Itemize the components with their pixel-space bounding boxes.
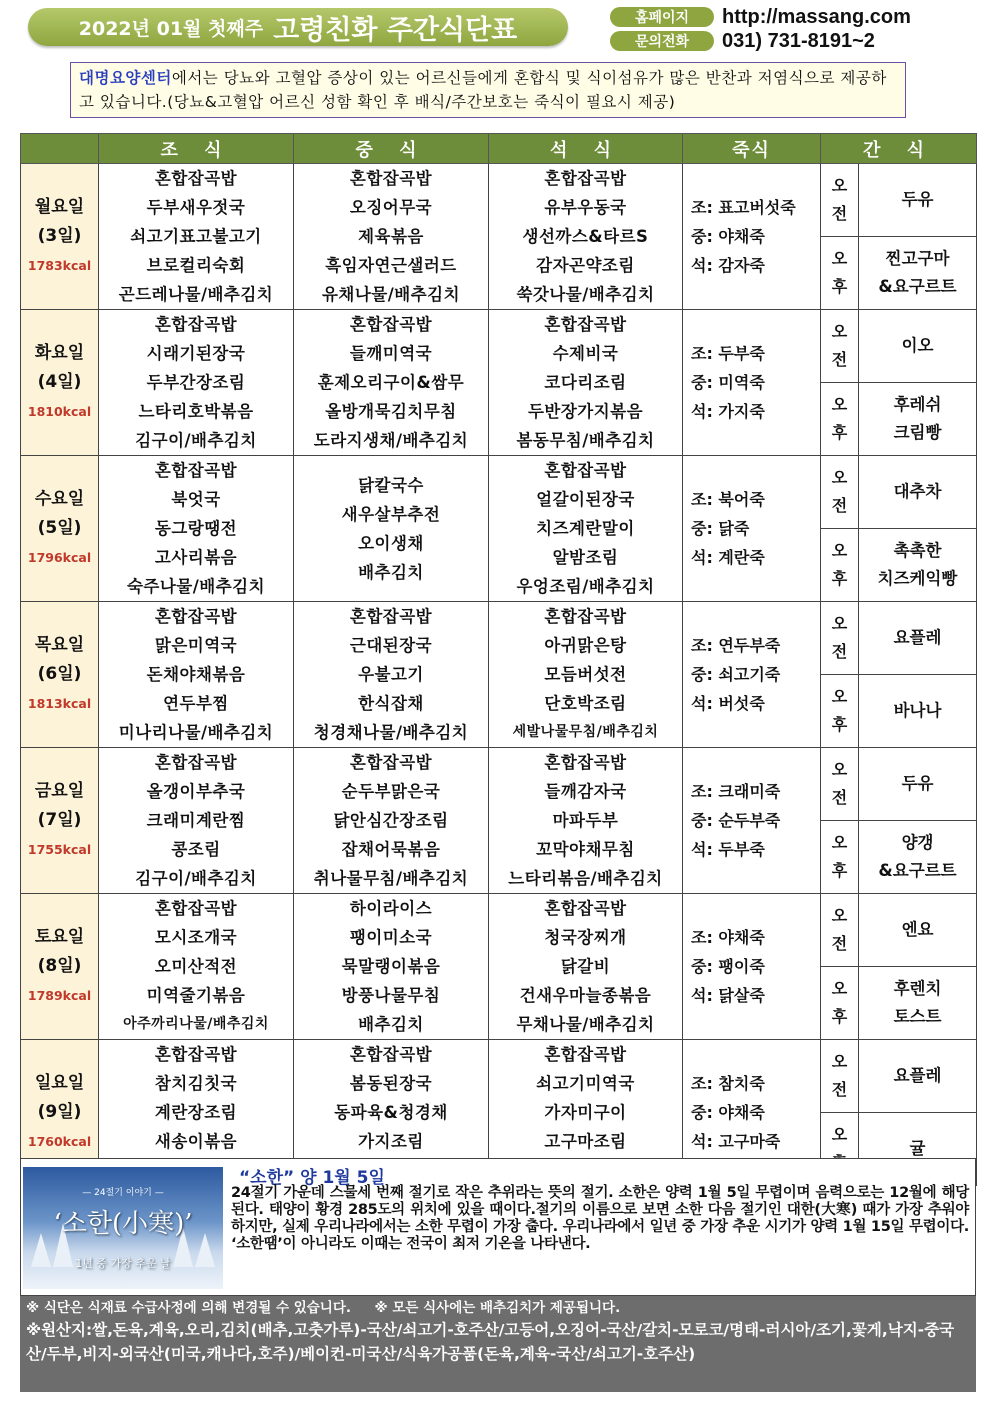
- day-cell: [21, 602, 99, 748]
- lunch-cell: [294, 748, 489, 894]
- menu-item: 제육볶음: [358, 227, 424, 246]
- homepage-label: 홈페이지: [610, 7, 714, 27]
- porridge-item: 석: 버섯죽: [691, 694, 765, 713]
- menu-item: 배추김치: [358, 562, 424, 582]
- porridge-item: 조: 표고버섯죽: [691, 198, 796, 217]
- menu-item: 올갱이부추국: [146, 782, 246, 801]
- season-title: “소한” 양 1월 5일: [239, 1168, 385, 1188]
- soham-season-image: [23, 1167, 223, 1289]
- porridge-cell: [683, 310, 821, 456]
- menu-item: 혼합잡곡밥: [349, 607, 433, 626]
- menu-item: 두반장가지볶음: [527, 402, 644, 421]
- lunch-cell: [294, 602, 489, 748]
- menu-item: 두부간장조림: [146, 373, 246, 392]
- dinner-cell: [489, 164, 683, 310]
- day-row: [21, 1040, 977, 1113]
- menu-item: 혼합잡곡밥: [154, 1045, 238, 1064]
- menu-item: 감자곤약조림: [536, 256, 635, 275]
- porridge-item: 중: 미역죽: [691, 373, 765, 392]
- menu-item: 김구이/배추김치: [135, 869, 257, 888]
- porridge-item: 조: 크래미죽: [691, 782, 781, 801]
- pm-char-1: 오: [831, 833, 848, 852]
- breakfast-cell: [99, 602, 294, 748]
- day-kcal: 1783kcal: [27, 258, 92, 273]
- menu-item: 봄동무침/배추김치: [516, 431, 655, 450]
- menu-item: 들깨미역국: [349, 344, 433, 363]
- menu-item: 혼합잡곡밥: [544, 315, 627, 334]
- phone-row: [610, 30, 980, 52]
- porridge-item: 중: 야채죽: [691, 1103, 765, 1122]
- header-breakfast: 조 식: [99, 134, 294, 164]
- am-char-2: 전: [831, 788, 848, 807]
- am-snack: 엔요: [859, 894, 977, 967]
- menu-item: 훈제오리구이&쌈무: [317, 373, 465, 392]
- porridge-cell: [683, 602, 821, 748]
- header-porridge: 죽식: [683, 134, 821, 164]
- day-cell: [21, 748, 99, 894]
- season-image-title: ‘소한(小寒)’: [53, 1209, 193, 1239]
- footer-note: ※ 식단은 식재료 수급사정에 의해 변경될 수 있습니다. ※ 모든 식사에는 배추김치가 제공됩니다.: [26, 1300, 621, 1316]
- season-info-box: [20, 1158, 976, 1296]
- menu-item: 혼합잡곡밥: [154, 607, 238, 626]
- page-title: 고령친화 주간식단표: [273, 14, 518, 46]
- lunch-cell: [294, 164, 489, 310]
- day-kcal: 1755kcal: [27, 842, 92, 857]
- pm-snack: 후렌치 토스트: [859, 967, 977, 1040]
- day-cell: [21, 894, 99, 1040]
- porridge-cell: [683, 748, 821, 894]
- menu-item: 곤드레나물/배추김치: [118, 285, 274, 304]
- day-name: 금요일: [34, 781, 85, 801]
- dinner-cell: [489, 894, 683, 1040]
- title-banner: [28, 8, 568, 46]
- menu-item: 혼합잡곡밥: [544, 753, 627, 772]
- porridge-item: 조: 참치죽: [691, 1074, 765, 1093]
- day-cell: [21, 164, 99, 310]
- pm-char-2: 후: [831, 1007, 848, 1026]
- menu-item: 맑은미역국: [154, 636, 238, 655]
- porridge-item: 중: 야채죽: [691, 227, 765, 246]
- pm-char-1: 오: [831, 395, 848, 414]
- am-char-2: 전: [831, 496, 848, 515]
- pm-char-1: 오: [831, 1125, 848, 1144]
- menu-item: 혼합잡곡밥: [154, 169, 238, 188]
- menu-item: 느타리호박볶음: [138, 402, 254, 421]
- menu-item: 시래기된장국: [146, 344, 246, 363]
- menu-item: 혼합잡곡밥: [544, 461, 627, 480]
- day-date: (4일): [37, 372, 82, 392]
- porridge-item: 중: 닭죽: [691, 519, 750, 538]
- am-label: [821, 748, 859, 821]
- menu-item: 무채나물/배추김치: [516, 1015, 655, 1034]
- menu-item: 고사리볶음: [154, 548, 238, 567]
- day-row: [21, 164, 977, 237]
- pm-snack: 촉촉한 치즈케익빵: [859, 529, 977, 602]
- day-kcal: 1796kcal: [27, 550, 92, 565]
- lunch-cell: [294, 310, 489, 456]
- menu-item: 오이생채: [358, 533, 424, 553]
- am-label: [821, 310, 859, 383]
- porridge-item: 석: 두부죽: [691, 840, 765, 859]
- season-image-caption: — 24절기 이야기 —: [82, 1188, 164, 1198]
- menu-item: 쇠고기미역국: [536, 1074, 635, 1093]
- pm-snack: 바나나: [859, 675, 977, 748]
- header-lunch: 중 식: [294, 134, 489, 164]
- am-snack: 요플레: [859, 602, 977, 675]
- menu-item: 닭칼국수: [358, 475, 424, 495]
- pm-char-1: 오: [831, 979, 848, 998]
- notice-text: 에서는 당뇨와 고혈압 증상이 있는 어르신들에게 혼합식 및 식이섬유가 많은 반찬과 저염식으로 제공하고 있습니다.(당뇨&고혈압 어르신 성함 확인 후 배식/주간보호는 죽식이 필요시 제공): [79, 69, 887, 111]
- menu-item: 들깨감자국: [544, 782, 627, 801]
- menu-item: 연두부찜: [163, 694, 229, 713]
- menu-item: 혼합잡곡밥: [154, 753, 238, 772]
- menu-item: 얼갈이된장국: [536, 490, 635, 509]
- pm-snack: 후레쉬 크림빵: [859, 383, 977, 456]
- menu-item: 참치김칫국: [154, 1074, 238, 1093]
- menu-item: 혼합잡곡밥: [154, 461, 238, 480]
- menu-item: 마파두부: [552, 811, 619, 830]
- homepage-link[interactable]: http://massang.com: [722, 5, 911, 28]
- menu-item: 단호박조림: [544, 694, 627, 713]
- menu-item: 아귀맑은탕: [544, 636, 627, 655]
- breakfast-cell: [99, 164, 294, 310]
- am-char-1: 오: [831, 1052, 848, 1071]
- porridge-item: 조: 야채죽: [691, 928, 765, 947]
- origin-info: ※원산지:쌀,돈육,계육,오리,김치(배추,고춧가루)-국산/쇠고기-호주산/고등어,오징어-국산/갈치-모로코/명태-러시아/조기,꽃게,낙지-중국산/두부,비지-외국산(미국,캐나다,호주)/베이컨-미국산/식육가공품(돈육,계육-국산/쇠고기-호주산): [26, 1321, 955, 1363]
- am-label: [821, 1040, 859, 1113]
- porridge-cell: [683, 894, 821, 1040]
- menu-item: 크래미계란찜: [146, 811, 246, 830]
- menu-item: 혼합잡곡밥: [544, 899, 627, 918]
- day-name: 화요일: [34, 343, 85, 363]
- day-name: 월요일: [34, 197, 85, 217]
- am-char-1: 오: [831, 322, 848, 341]
- menu-item: 혼합잡곡밥: [349, 753, 433, 772]
- menu-item: 청경채나물/배추김치: [313, 723, 469, 742]
- porridge-item: 조: 북어죽: [691, 490, 765, 509]
- menu-item: 오미산적전: [154, 957, 238, 976]
- porridge-cell: [683, 456, 821, 602]
- menu-item: 배추김치: [358, 1015, 424, 1034]
- notice-box: [70, 62, 906, 118]
- header-dinner: 석 식: [489, 134, 683, 164]
- menu-item: 혼합잡곡밥: [349, 315, 433, 334]
- menu-item: 고구마조림: [544, 1132, 627, 1151]
- pm-snack: 귤: [859, 1113, 977, 1186]
- am-char-2: 전: [831, 1080, 848, 1099]
- dinner-cell: [489, 748, 683, 894]
- breakfast-cell: [99, 894, 294, 1040]
- porridge-item: 중: 팽이죽: [691, 957, 765, 976]
- porridge-item: 석: 감자죽: [691, 256, 765, 275]
- menu-item: 팽이미소국: [349, 928, 433, 947]
- pm-label: [821, 821, 859, 894]
- season-description: 24절기 가운데 스물세 번째 절기로 작은 추위라는 뜻의 절기. 소한은 양력 1월 5일 무렵이며 음력으로는 12월에 해당된다. 태양이 황경 285도의 위치에 있을 때이다.절기의 이름으로 보면 소한 다음 절기인 대한(大寒) 때가 가장 추워야 하지만, 실제 우리나라에서는 소한 무렵이 가장 춥다. 우리나라에서 일년 중 가장 추운 시기가 양력 1월 15일 무렵이다. ‘소한땜’이 아니라도 이때는 전국이 최저 기온을 나타낸다.: [231, 1185, 969, 1252]
- day-date: (3일): [37, 226, 82, 246]
- am-snack: 두유: [859, 748, 977, 821]
- pm-char-2: 후: [831, 277, 848, 296]
- day-name: 일요일: [34, 1073, 85, 1093]
- porridge-item: 중: 순두부죽: [691, 811, 781, 830]
- pm-char-2: 후: [831, 569, 848, 588]
- menu-item: 취나물무침/배추김치: [313, 869, 469, 888]
- weekly-menu-table: [20, 133, 977, 1186]
- menu-item: 가자미구이: [544, 1103, 627, 1122]
- menu-item: 혼합잡곡밥: [544, 169, 627, 188]
- menu-item: 모듬버섯전: [544, 665, 627, 684]
- am-snack: 이오: [859, 310, 977, 383]
- menu-item: 닭안심간장조림: [333, 811, 449, 830]
- menu-item: 생선까스&타르S: [522, 227, 649, 246]
- am-char-1: 오: [831, 176, 848, 195]
- menu-item: 근대된장국: [349, 636, 433, 655]
- menu-item: 김구이/배추김치: [135, 431, 257, 450]
- menu-item: 동그랑땡전: [154, 519, 238, 538]
- menu-item: 묵말랭이볶음: [341, 957, 441, 976]
- lunch-cell: [294, 894, 489, 1040]
- menu-item: 청국장찌개: [544, 928, 627, 947]
- am-snack: 대추차: [859, 456, 977, 529]
- menu-item: 코다리조림: [544, 373, 627, 392]
- menu-item: 아주까리나물/배추김치: [123, 1016, 269, 1032]
- menu-item: 도라지생채/배추김치: [313, 431, 469, 450]
- day-row: [21, 748, 977, 821]
- am-label: [821, 602, 859, 675]
- pm-label: [821, 237, 859, 310]
- menu-item: 혼합잡곡밥: [349, 1045, 433, 1064]
- lunch-cell: [294, 456, 489, 602]
- day-date: (5일): [37, 518, 82, 538]
- phone-label: 문의전화: [610, 31, 714, 51]
- breakfast-cell: [99, 456, 294, 602]
- menu-item: 새송이볶음: [154, 1132, 238, 1151]
- phone-number: 031) 731-8191~2: [722, 29, 875, 52]
- menu-item: 꼬막야채무침: [536, 840, 635, 859]
- menu-item: 혼합잡곡밥: [544, 607, 627, 626]
- porridge-item: 석: 닭살죽: [691, 986, 765, 1005]
- menu-item: 콩조림: [171, 840, 221, 859]
- menu-item: 순두부맑은국: [341, 782, 441, 801]
- menu-item: 혼합잡곡밥: [349, 169, 433, 188]
- menu-item: 한식잡채: [358, 694, 424, 713]
- menu-item: 두부새우젓국: [146, 198, 246, 217]
- pm-char-1: 오: [831, 541, 848, 560]
- menu-item: 혼합잡곡밥: [154, 315, 238, 334]
- homepage-row: [610, 6, 980, 28]
- menu-item: 오징어무국: [349, 198, 433, 217]
- am-char-1: 오: [831, 468, 848, 487]
- menu-item: 올방개묵김치무침: [325, 402, 457, 421]
- pm-label: [821, 529, 859, 602]
- menu-item: 하이라이스: [349, 899, 433, 918]
- menu-item: 모시조개국: [154, 928, 238, 947]
- menu-item: 느타리볶음/배추김치: [508, 869, 663, 888]
- menu-item: 닭갈비: [560, 957, 611, 976]
- season-image-subtitle: 1년 중 가장 추운 날: [75, 1257, 171, 1270]
- dinner-cell: [489, 310, 683, 456]
- am-label: [821, 894, 859, 967]
- day-date: (6일): [37, 664, 82, 684]
- menu-item: 유채나물/배추김치: [321, 285, 461, 304]
- menu-item: 혼합잡곡밥: [544, 1045, 627, 1064]
- day-row: [21, 456, 977, 529]
- am-char-2: 전: [831, 204, 848, 223]
- menu-item: 잡채어묵볶음: [341, 840, 441, 859]
- am-char-1: 오: [831, 906, 848, 925]
- porridge-item: 석: 고구마죽: [691, 1132, 781, 1151]
- menu-item: 혼합잡곡밥: [154, 899, 238, 918]
- title-week: 2022년 01월 첫째주: [78, 17, 264, 40]
- am-snack: 요플레: [859, 1040, 977, 1113]
- menu-item: 쑥갓나물/배추김치: [516, 285, 655, 304]
- day-row: [21, 310, 977, 383]
- menu-item: 우불고기: [358, 665, 424, 684]
- menu-item: 쇠고기표고불고기: [130, 227, 262, 246]
- pm-char-2: 후: [831, 861, 848, 880]
- menu-item: 알밤조림: [552, 548, 619, 567]
- day-cell: [21, 456, 99, 602]
- menu-item: 동파육&청경채: [334, 1103, 448, 1122]
- breakfast-cell: [99, 310, 294, 456]
- day-kcal: 1789kcal: [27, 988, 92, 1003]
- pm-snack: 찐고구마 &요구르트: [859, 237, 977, 310]
- header-snack: 간 식: [821, 134, 977, 164]
- menu-item: 미역줄기볶음: [146, 986, 246, 1005]
- menu-item: 건새우마늘종볶음: [519, 986, 652, 1005]
- footer: [20, 1296, 976, 1392]
- pm-label: [821, 383, 859, 456]
- am-label: [821, 164, 859, 237]
- pm-char-1: 오: [831, 249, 848, 268]
- day-row: [21, 602, 977, 675]
- menu-item: 방풍나물무침: [341, 986, 441, 1005]
- menu-item: 숙주나물/배추김치: [126, 577, 266, 596]
- day-kcal: 1813kcal: [27, 696, 92, 711]
- menu-item: 유부우동국: [544, 198, 627, 217]
- menu-item: 세발나물무침/배추김치: [512, 724, 659, 740]
- menu-item: 우엉조림/배추김치: [516, 577, 655, 596]
- am-char-2: 전: [831, 934, 848, 953]
- porridge-item: 석: 가지죽: [691, 402, 765, 421]
- menu-item: 돈채야채볶음: [146, 665, 246, 684]
- day-kcal: 1810kcal: [27, 404, 92, 419]
- day-row: [21, 894, 977, 967]
- menu-item: 브로컬리숙회: [146, 256, 246, 275]
- porridge-cell: [683, 164, 821, 310]
- am-char-2: 전: [831, 350, 848, 369]
- am-snack: 두유: [859, 164, 977, 237]
- breakfast-cell: [99, 748, 294, 894]
- menu-item: 수제비국: [552, 344, 619, 363]
- day-name: 수요일: [34, 489, 85, 509]
- menu-item: 계란장조림: [154, 1103, 238, 1122]
- dinner-cell: [489, 602, 683, 748]
- menu-item: 북엇국: [171, 490, 221, 509]
- porridge-item: 조: 두부죽: [691, 344, 765, 363]
- menu-item: 새우살부추전: [341, 504, 441, 524]
- center-name: 대명요양센터: [79, 69, 172, 87]
- am-char-2: 전: [831, 642, 848, 661]
- day-cell: [21, 310, 99, 456]
- pm-char-1: 오: [831, 687, 848, 706]
- pm-char-2: 후: [831, 715, 848, 734]
- pm-label: [821, 967, 859, 1040]
- porridge-item: 조: 연두부죽: [691, 636, 781, 655]
- porridge-item: 중: 쇠고기죽: [691, 665, 781, 684]
- menu-item: 치즈계란말이: [536, 519, 635, 538]
- day-kcal: 1760kcal: [27, 1134, 92, 1149]
- day-name: 토요일: [34, 927, 85, 947]
- day-date: (8일): [37, 956, 82, 976]
- day-date: (7일): [37, 810, 82, 830]
- menu-item: 흑임자연근샐러드: [325, 256, 457, 275]
- am-char-1: 오: [831, 614, 848, 633]
- menu-item: 미나리나물/배추김치: [118, 723, 274, 742]
- header-day: [21, 134, 99, 164]
- table-header-row: [21, 134, 977, 164]
- dinner-cell: [489, 456, 683, 602]
- day-name: 목요일: [34, 635, 85, 655]
- pm-label: [821, 675, 859, 748]
- pm-snack: 양갱 &요구르트: [859, 821, 977, 894]
- pm-char-2: 후: [831, 423, 848, 442]
- am-label: [821, 456, 859, 529]
- porridge-item: 석: 계란죽: [691, 548, 765, 567]
- day-date: (9일): [37, 1102, 82, 1122]
- menu-item: 가지조림: [358, 1132, 424, 1151]
- menu-item: 봄동된장국: [349, 1074, 433, 1093]
- am-char-1: 오: [831, 760, 848, 779]
